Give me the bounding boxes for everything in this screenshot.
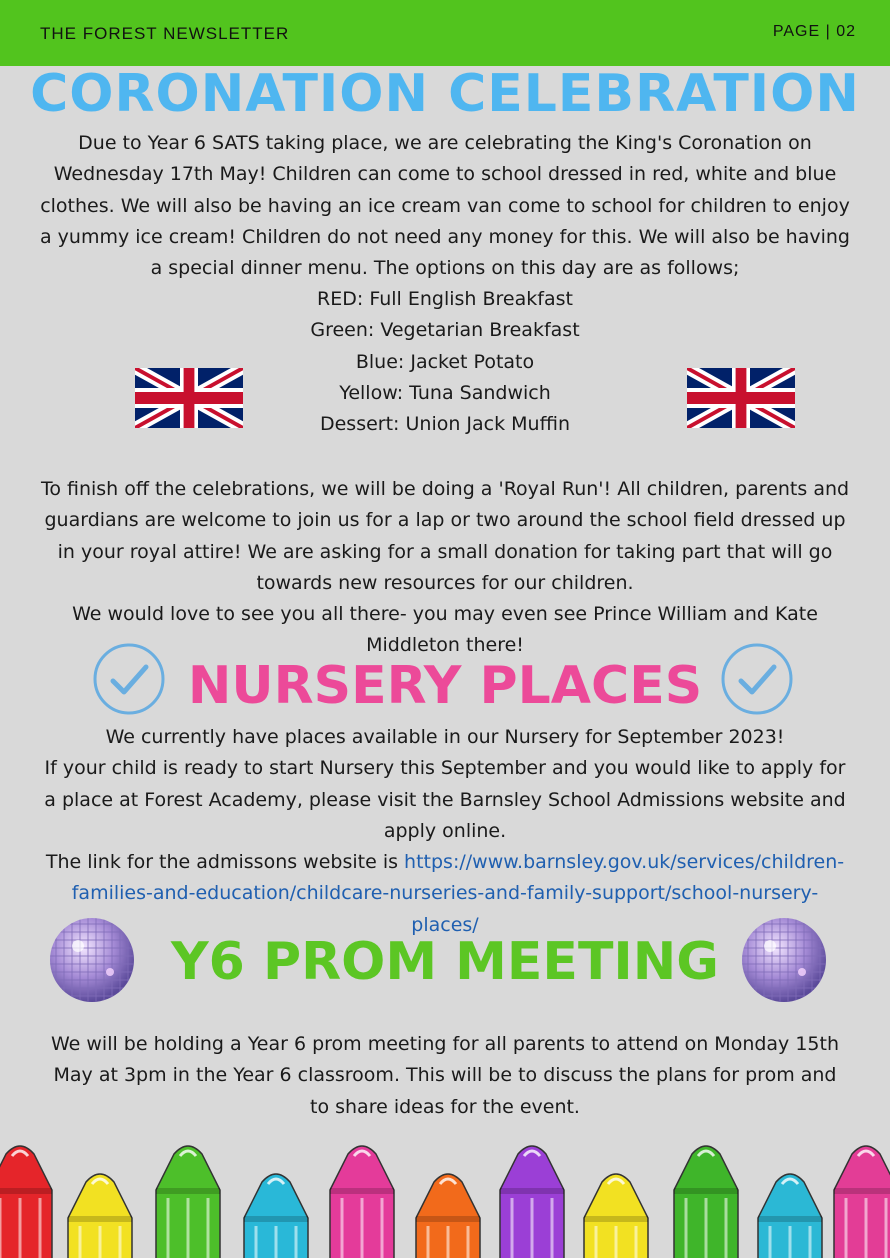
union-jack-flag-left <box>135 368 243 428</box>
crayon-pencil <box>68 1174 132 1258</box>
crayon-pencil <box>834 1146 890 1258</box>
text-line: We would love to see you all there- you may even see Prince William and Kate <box>72 603 818 626</box>
text-line: clothes. We will also be having an ice cream van come to school for children to enjoy <box>40 194 850 217</box>
text-line: May at 3pm in the Year 6 classroom. This will be to discuss the plans for prom and <box>53 1064 837 1087</box>
crayon-pencil-border <box>0 1134 890 1258</box>
crayon-pencil <box>244 1174 308 1258</box>
text-line: If your child is ready to start Nursery this September and you would like to apply for <box>44 757 846 780</box>
crayon-pencil <box>416 1174 480 1258</box>
text-line: towards new resources for our children. <box>256 571 634 594</box>
union-jack-flag-right <box>687 368 795 428</box>
text-line: in your royal attire! We are asking for a small donation for taking part that will go <box>57 540 833 563</box>
menu-item: Green: Vegetarian Breakfast <box>310 319 580 342</box>
nursery-heading: NURSERY PLACES <box>187 656 703 716</box>
prom-heading: Y6 PROM MEETING <box>171 932 719 992</box>
text-line: a special dinner menu. The options on this day are as follows; <box>150 257 740 280</box>
crayon-pencil <box>330 1146 394 1258</box>
menu-item: Blue: Jacket Potato <box>355 350 535 373</box>
text-line: We will be holding a Year 6 prom meeting for all parents to attend on Monday 15th <box>50 1033 840 1055</box>
admissions-link[interactable]: https://www.barnsley.gov.uk/services/children- <box>404 851 845 874</box>
page-number: PAGE | 02 <box>772 23 856 40</box>
menu-item: RED: Full English Breakfast <box>317 288 573 310</box>
crayon-pencil <box>584 1174 648 1258</box>
text-line: apply online. <box>383 819 507 842</box>
disco-ball <box>740 916 828 1004</box>
newsletter-title: THE FOREST NEWSLETTER <box>40 24 290 43</box>
text-line: We currently have places available in our Nursery for September 2023! <box>105 726 785 748</box>
text-line: a yummy ice cream! Children do not need any money for this. We will also be having <box>40 225 850 248</box>
admissions-link-cont[interactable]: places/ <box>411 913 479 936</box>
text-line: Middleton there! <box>366 634 524 657</box>
admissions-link-cont[interactable]: families-and-education/childcare-nurseries-and-family-support/school-nursery- <box>71 882 819 905</box>
header-bar <box>0 0 890 66</box>
prom-text <box>0 1029 890 1123</box>
text-line: guardians are welcome to join us for a lap or two around the school field dressed up <box>44 509 846 532</box>
menu-item: Dessert: Union Jack Muffin <box>319 413 571 436</box>
crayon-pencil <box>156 1146 220 1258</box>
text-line: Due to Year 6 SATS taking place, we are celebrating the King's Coronation on <box>78 132 812 154</box>
crayon-pencil <box>0 1146 52 1258</box>
checkmark-circle-icon <box>720 642 794 716</box>
link-prefix: The link for the admissons website is <box>45 851 405 874</box>
menu-item: Yellow: Tuna Sandwich <box>339 381 551 404</box>
text-line: Wednesday 17th May! Children can come to school dressed in red, white and blue <box>53 163 837 186</box>
coronation-heading: CORONATION CELEBRATION <box>30 64 860 124</box>
coronation-intro <box>0 128 890 284</box>
link-line <box>0 847 890 878</box>
crayon-pencil <box>758 1174 822 1258</box>
text-line: to share ideas for the event. <box>310 1095 580 1118</box>
crayon-pencil <box>500 1146 564 1258</box>
nursery-text <box>0 722 890 941</box>
text-line: a place at Forest Academy, please visit the Barnsley School Admissions website and <box>44 788 846 811</box>
text-line: To finish off the celebrations, we will be doing a 'Royal Run'! All children, parents and <box>40 478 850 500</box>
crayon-pencil <box>674 1146 738 1258</box>
royal-run-text <box>0 474 890 662</box>
